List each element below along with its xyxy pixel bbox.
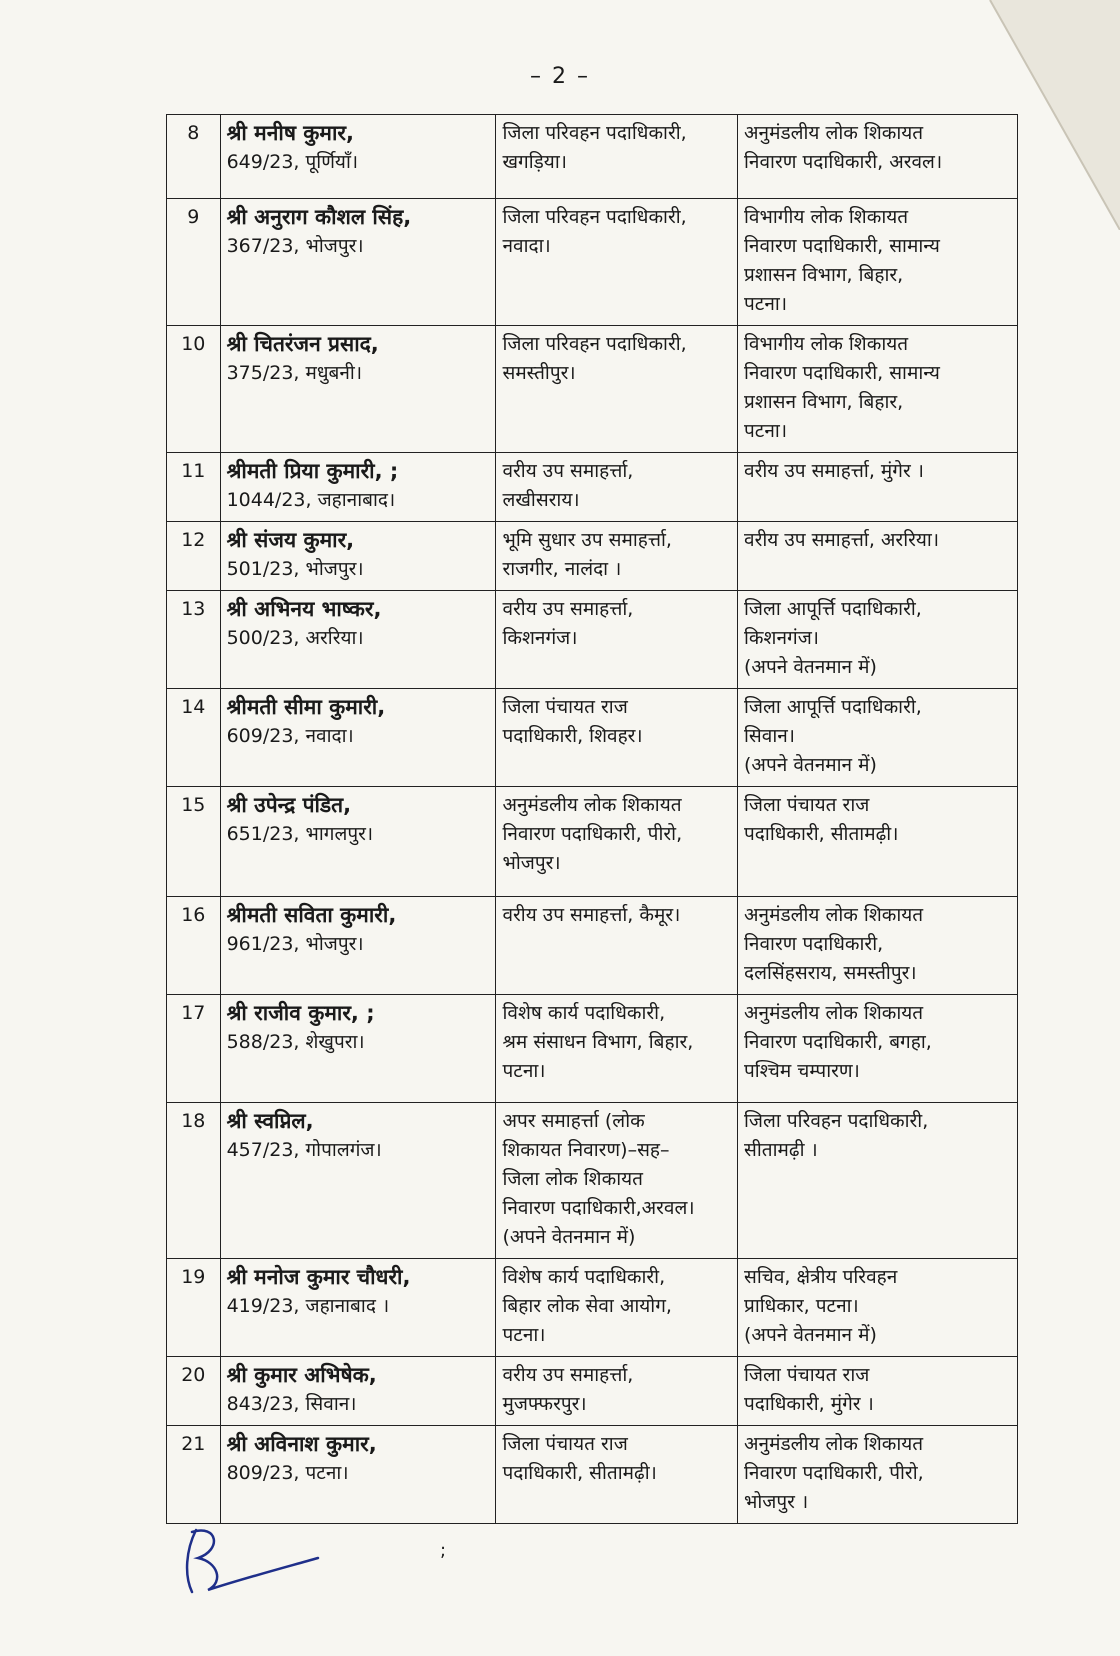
officer-name: श्री राजीव कुमार, ; <box>226 1001 375 1025</box>
new-posting-line: प्राधिकार, पटना। <box>744 1295 859 1317</box>
current-posting-line: निवारण पदाधिकारी, पीरो, <box>502 823 683 845</box>
new-posting-line: पश्चिम चम्पारण। <box>744 1060 860 1082</box>
serial-number: 8 <box>167 115 221 199</box>
new-posting-line: जिला आपूर्त्ति पदाधिकारी, <box>744 598 922 620</box>
serial-number: 15 <box>167 787 221 897</box>
new-posting-line: जिला आपूर्त्ति पदाधिकारी, <box>744 696 922 718</box>
new-posting <box>738 1357 1018 1426</box>
serial-number: 10 <box>167 326 221 453</box>
serial-number: 20 <box>167 1357 221 1426</box>
current-posting-line: विशेष कार्य पदाधिकारी, <box>502 1266 666 1288</box>
officer-name: श्री अविनाश कुमार, <box>226 1432 377 1456</box>
serial-number: 9 <box>167 199 221 326</box>
current-posting-line: अनुमंडलीय लोक शिकायत <box>502 794 682 816</box>
table-row <box>167 1103 1018 1259</box>
table-row <box>167 897 1018 995</box>
officer-batch-home: 375/23, मधुबनी। <box>226 362 363 384</box>
officer-name: श्री उपेन्द्र पंडित, <box>226 793 352 817</box>
table-row <box>167 995 1018 1103</box>
current-posting-line: (अपने वेतनमान में) <box>502 1226 636 1248</box>
officer-cell <box>220 453 496 522</box>
new-posting-line: जिला परिवहन पदाधिकारी, <box>744 1110 929 1132</box>
new-posting-line: पदाधिकारी, सीतामढ़ी। <box>744 823 899 845</box>
signature-mark <box>178 1520 328 1600</box>
new-posting <box>738 787 1018 897</box>
table-row <box>167 199 1018 326</box>
new-posting-line: किशनगंज। <box>744 627 819 649</box>
current-posting-line: खगड़िया। <box>502 151 567 173</box>
officer-cell <box>220 1103 496 1259</box>
new-posting-line: (अपने वेतनमान में) <box>744 754 877 776</box>
current-posting-line: समस्तीपुर। <box>502 362 576 384</box>
current-posting <box>496 453 738 522</box>
new-posting-line: अनुमंडलीय लोक शिकायत <box>744 1433 924 1455</box>
current-posting <box>496 591 738 689</box>
new-posting-line: विभागीय लोक शिकायत <box>744 206 909 228</box>
serial-number: 12 <box>167 522 221 591</box>
new-posting <box>738 453 1018 522</box>
officer-name: श्रीमती प्रिया कुमारी, ; <box>226 459 399 483</box>
officer-name: श्री संजय कुमार, <box>226 528 355 552</box>
new-posting-line: वरीय उप समाहर्त्ता, अररिया। <box>744 529 940 551</box>
current-posting <box>496 1426 738 1524</box>
current-posting-line: जिला परिवहन पदाधिकारी, <box>502 122 687 144</box>
new-posting-line: प्रशासन विभाग, बिहार, <box>744 391 904 413</box>
officer-batch-home: 500/23, अररिया। <box>226 627 364 649</box>
current-posting <box>496 787 738 897</box>
officer-batch-home: 843/23, सिवान। <box>226 1393 357 1415</box>
new-posting-line: निवारण पदाधिकारी, पीरो, <box>744 1462 924 1484</box>
officer-name: श्री चितरंजन प्रसाद, <box>226 332 379 356</box>
officer-batch-home: 649/23, पूर्णियाँ। <box>226 151 359 173</box>
new-posting-line: विभागीय लोक शिकायत <box>744 333 909 355</box>
new-posting <box>738 1103 1018 1259</box>
page-number: – 2 – <box>530 64 590 89</box>
serial-number: 18 <box>167 1103 221 1259</box>
officer-cell <box>220 689 496 787</box>
serial-number: 21 <box>167 1426 221 1524</box>
table-row <box>167 1426 1018 1524</box>
current-posting-line: किशनगंज। <box>502 627 578 649</box>
table-row <box>167 453 1018 522</box>
officer-name: श्री कुमार अभिषेक, <box>226 1363 377 1387</box>
new-posting-line: प्रशासन विभाग, बिहार, <box>744 264 904 286</box>
current-posting-line: पदाधिकारी, शिवहर। <box>502 725 643 747</box>
new-posting <box>738 115 1018 199</box>
new-posting-line: निवारण पदाधिकारी, सामान्य <box>744 235 940 257</box>
new-posting <box>738 326 1018 453</box>
new-posting-line: पटना। <box>744 420 788 442</box>
table-row <box>167 1357 1018 1426</box>
current-posting-line: वरीय उप समाहर्त्ता, <box>502 1364 634 1386</box>
current-posting-line: जिला परिवहन पदाधिकारी, <box>502 206 687 228</box>
serial-number: 17 <box>167 995 221 1103</box>
current-posting <box>496 689 738 787</box>
officer-name: श्री मनीष कुमार, <box>226 121 354 145</box>
officer-batch-home: 419/23, जहानाबाद । <box>226 1295 390 1317</box>
table-row <box>167 1259 1018 1357</box>
new-posting-line: पटना। <box>744 293 788 315</box>
current-posting-line: जिला लोक शिकायत <box>502 1168 643 1190</box>
new-posting <box>738 1426 1018 1524</box>
current-posting-line: पदाधिकारी, सीतामढ़ी। <box>502 1462 657 1484</box>
new-posting-line: पदाधिकारी, मुंगेर । <box>744 1393 874 1415</box>
current-posting-line: जिला पंचायत राज <box>502 1433 628 1455</box>
current-posting <box>496 897 738 995</box>
current-posting-line: भोजपुर। <box>502 852 561 874</box>
officer-cell <box>220 199 496 326</box>
current-posting-line: पटना। <box>502 1060 546 1082</box>
current-posting-line: जिला पंचायत राज <box>502 696 628 718</box>
table-row <box>167 787 1018 897</box>
officer-cell <box>220 1426 496 1524</box>
officer-batch-home: 1044/23, जहानाबाद। <box>226 489 396 511</box>
officer-cell <box>220 522 496 591</box>
current-posting <box>496 1103 738 1259</box>
new-posting <box>738 199 1018 326</box>
new-posting-line: वरीय उप समाहर्त्ता, मुंगेर । <box>744 460 924 482</box>
officer-cell <box>220 897 496 995</box>
new-posting-line: जिला पंचायत राज <box>744 1364 870 1386</box>
current-posting <box>496 995 738 1103</box>
new-posting-line: निवारण पदाधिकारी, <box>744 933 884 955</box>
table-row <box>167 689 1018 787</box>
current-posting-line: वरीय उप समाहर्त्ता, कैमूर। <box>502 904 681 926</box>
current-posting-line: नवादा। <box>502 235 551 257</box>
officer-name: श्री मनोज कुमार चौधरी, <box>226 1265 411 1289</box>
officer-batch-home: 457/23, गोपालगंज। <box>226 1139 382 1161</box>
new-posting-line: सीतामढ़ी । <box>744 1139 818 1161</box>
officer-cell <box>220 995 496 1103</box>
serial-number: 11 <box>167 453 221 522</box>
stray-mark: ; <box>440 1540 447 1561</box>
new-posting-line: (अपने वेतनमान में) <box>744 1324 877 1346</box>
new-posting-line: अनुमंडलीय लोक शिकायत <box>744 904 924 926</box>
officer-name: श्री स्वप्निल, <box>226 1109 314 1133</box>
new-posting <box>738 689 1018 787</box>
new-posting-line: निवारण पदाधिकारी, अरवल। <box>744 151 943 173</box>
table-row <box>167 115 1018 199</box>
current-posting-line: जिला परिवहन पदाधिकारी, <box>502 333 687 355</box>
current-posting <box>496 1259 738 1357</box>
table-row <box>167 326 1018 453</box>
current-posting <box>496 326 738 453</box>
officer-batch-home: 367/23, भोजपुर। <box>226 235 364 257</box>
officer-name: श्रीमती सीमा कुमारी, <box>226 695 386 719</box>
new-posting-line: अनुमंडलीय लोक शिकायत <box>744 122 924 144</box>
new-posting-line: सचिव, क्षेत्रीय परिवहन <box>744 1266 898 1288</box>
transfer-table <box>166 114 1018 1524</box>
current-posting-line: निवारण पदाधिकारी,अरवल। <box>502 1197 695 1219</box>
officer-cell <box>220 591 496 689</box>
new-posting <box>738 897 1018 995</box>
officer-batch-home: 809/23, पटना। <box>226 1462 349 1484</box>
current-posting-line: अपर समाहर्त्ता (लोक <box>502 1110 645 1132</box>
serial-number: 13 <box>167 591 221 689</box>
new-posting <box>738 1259 1018 1357</box>
current-posting-line: शिकायत निवारण)–सह– <box>502 1139 670 1161</box>
current-posting <box>496 1357 738 1426</box>
officer-name: श्री अभिनय भाष्कर, <box>226 597 382 621</box>
officer-name: श्रीमती सविता कुमारी, <box>226 903 397 927</box>
new-posting <box>738 995 1018 1103</box>
serial-number: 19 <box>167 1259 221 1357</box>
officer-cell <box>220 1357 496 1426</box>
current-posting <box>496 522 738 591</box>
officer-batch-home: 651/23, भागलपुर। <box>226 823 374 845</box>
current-posting-line: विशेष कार्य पदाधिकारी, <box>502 1002 666 1024</box>
new-posting-line: निवारण पदाधिकारी, बगहा, <box>744 1031 932 1053</box>
officer-batch-home: 588/23, शेखुपरा। <box>226 1031 365 1053</box>
current-posting-line: पटना। <box>502 1324 546 1346</box>
new-posting-line: निवारण पदाधिकारी, सामान्य <box>744 362 940 384</box>
current-posting-line: बिहार लोक सेवा आयोग, <box>502 1295 672 1317</box>
current-posting-line: वरीय उप समाहर्त्ता, <box>502 598 634 620</box>
current-posting <box>496 199 738 326</box>
new-posting-line: दलसिंहसराय, समस्तीपुर। <box>744 962 917 984</box>
officer-batch-home: 961/23, भोजपुर। <box>226 933 364 955</box>
table-row <box>167 522 1018 591</box>
current-posting-line: भूमि सुधार उप समाहर्त्ता, <box>502 529 672 551</box>
table-row <box>167 591 1018 689</box>
officer-batch-home: 609/23, नवादा। <box>226 725 354 747</box>
officer-cell <box>220 787 496 897</box>
officer-name: श्री अनुराग कौशल सिंह, <box>226 205 412 229</box>
officer-cell <box>220 1259 496 1357</box>
new-posting <box>738 591 1018 689</box>
serial-number: 14 <box>167 689 221 787</box>
officer-cell <box>220 326 496 453</box>
current-posting <box>496 115 738 199</box>
officer-cell <box>220 115 496 199</box>
new-posting-line: भोजपुर । <box>744 1491 809 1513</box>
current-posting-line: लखीसराय। <box>502 489 580 511</box>
current-posting-line: वरीय उप समाहर्त्ता, <box>502 460 634 482</box>
serial-number: 16 <box>167 897 221 995</box>
current-posting-line: राजगीर, नालंदा । <box>502 558 622 580</box>
current-posting-line: श्रम संसाधन विभाग, बिहार, <box>502 1031 694 1053</box>
current-posting-line: मुजफ्फरपुर। <box>502 1393 587 1415</box>
new-posting-line: सिवान। <box>744 725 796 747</box>
new-posting-line: (अपने वेतनमान में) <box>744 656 877 678</box>
new-posting-line: अनुमंडलीय लोक शिकायत <box>744 1002 924 1024</box>
new-posting-line: जिला पंचायत राज <box>744 794 870 816</box>
officer-batch-home: 501/23, भोजपुर। <box>226 558 364 580</box>
new-posting <box>738 522 1018 591</box>
